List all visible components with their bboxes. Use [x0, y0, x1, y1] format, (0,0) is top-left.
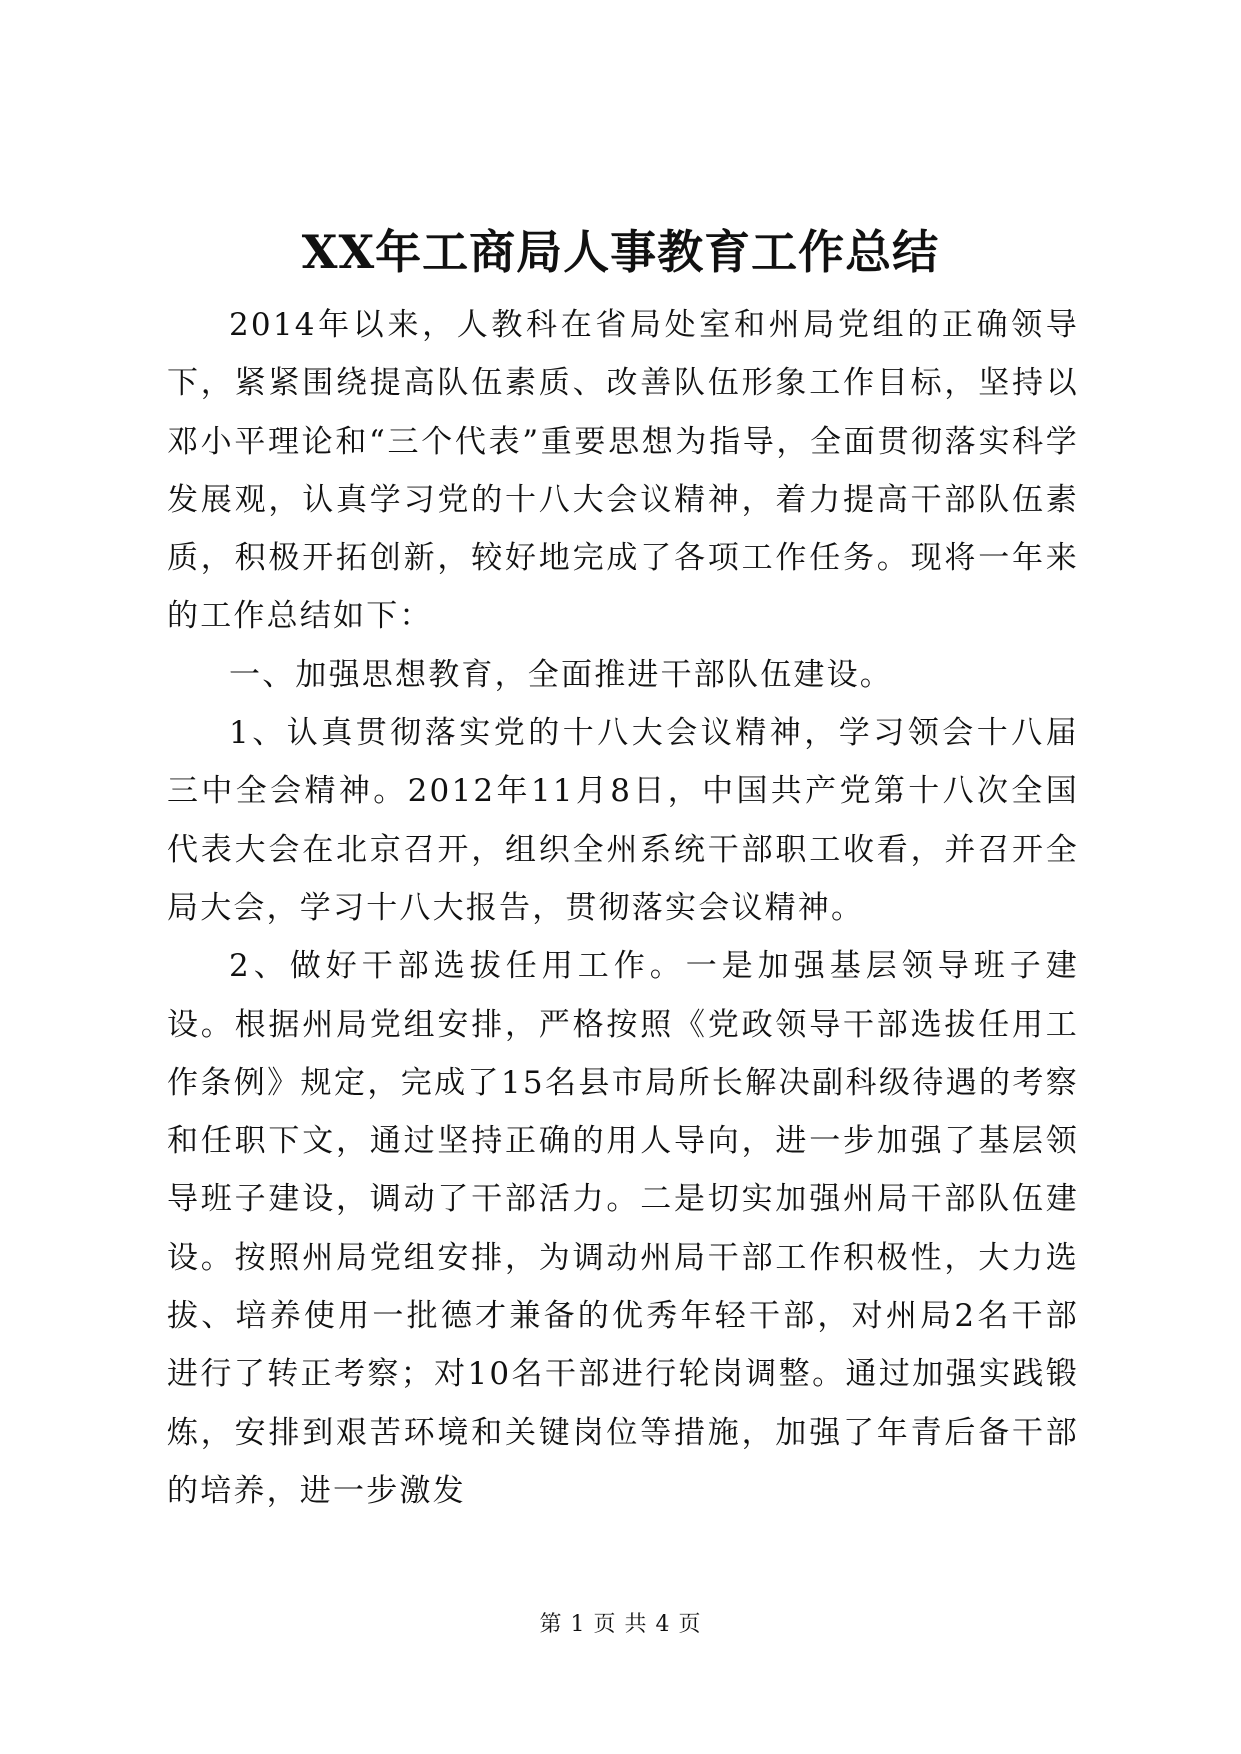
- paragraph-item-2: 2、做好干部选拔任用工作。一是加强基层领导班子建设。根据州局党组安排，严格按照《党政领导干部选拔任用工作条例》规定，完成了15名县市局所长解决副科级待遇的考察和任职下文，通过坚持正确的用人导向，进一步加强了基层领导班子建设，调动了干部活力。二是切实加强州局干部队伍建设。按照州局党组安排，为调动州局干部工作积极性，大力选拔、培养使用一批德才兼备的优秀年轻干部，对州局2名干部进行了转正考察；对10名干部进行轮岗调整。通过加强实践锻炼，安排到艰苦环境和关键岗位等措施，加强了年青后备干部的培养，进一步激发: [167, 948, 1079, 1509]
- document-body: [167, 296, 1079, 1520]
- page-number-footer: 第 1 页 共 4 页: [539, 1612, 702, 1637]
- paragraph-item-1: 1、认真贯彻落实党的十八大会议精神，学习领会十八届三中全会精神。2012年11月8日，中国共产党第十八次全国代表大会在北京召开，组织全州系统干部职工收看，并召开全局大会，学习十八大报告，贯彻落实会议精神。: [167, 715, 1079, 926]
- paragraph-section-heading: 一、加强思想教育，全面推进干部队伍建设。: [229, 656, 893, 693]
- paragraph-intro: 2014年以来，人教科在省局处室和州局党组的正确领导下，紧紧围绕提高队伍素质、改善队伍形象工作目标，坚持以邓小平理论和“三个代表”重要思想为指导，全面贯彻落实科学发展观，认真学习党的十八大会议精神，着力提高干部队伍素质，积极开拓创新，较好地完成了各项工作任务。现将一年来的工作总结如下：: [167, 307, 1079, 635]
- document-title: XX年工商局人事教育工作总结: [301, 225, 940, 279]
